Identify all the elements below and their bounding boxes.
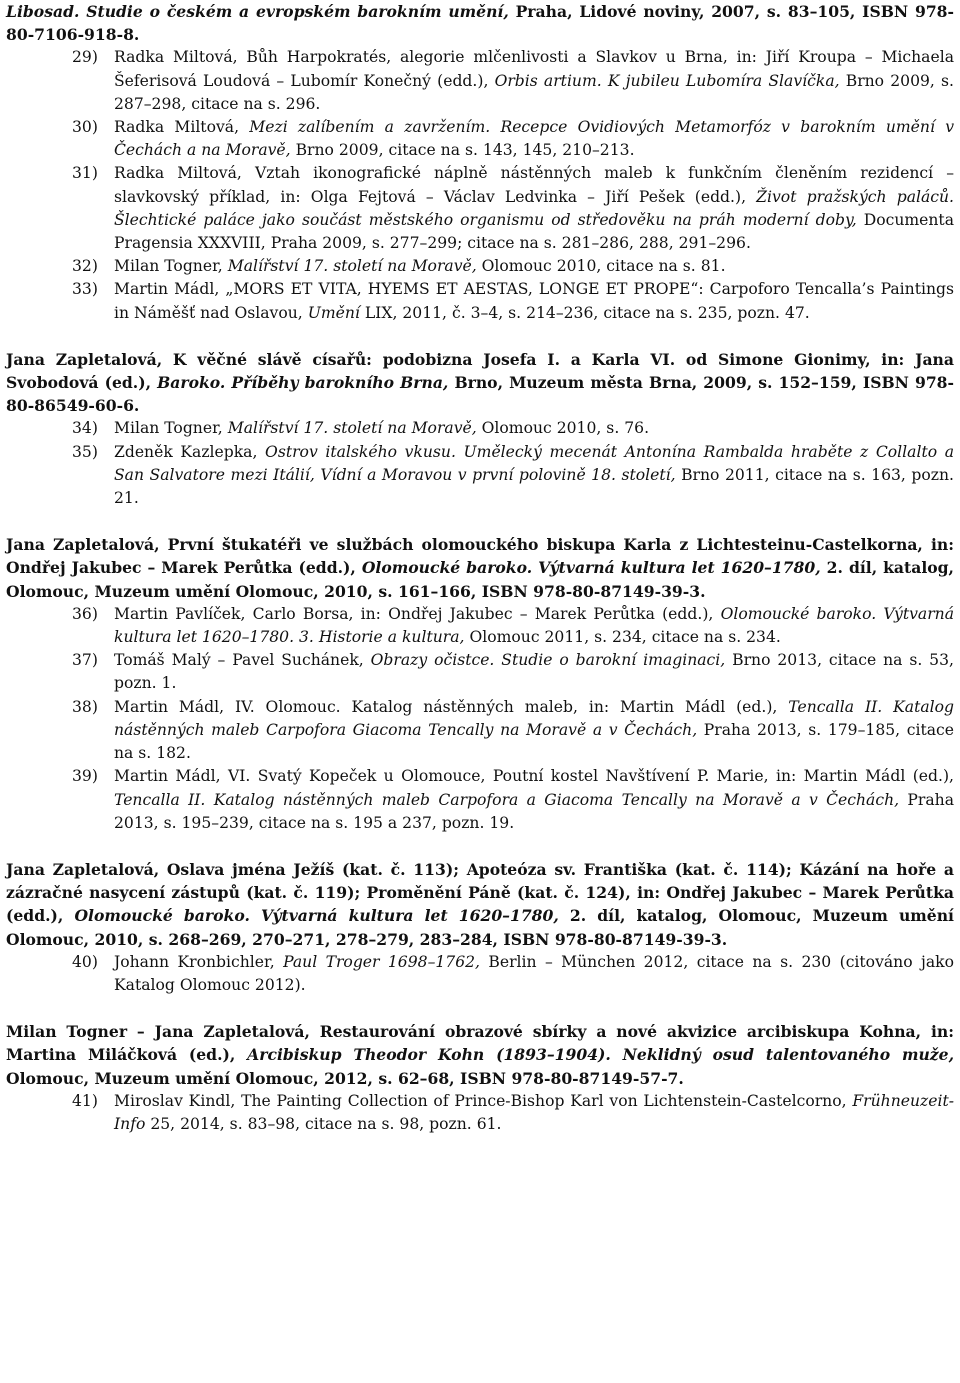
citation-number: 34): [72, 419, 98, 438]
continued-header-text: Praha, Lidové noviny, 2007, s. 83–105, ISBN 978-80-7106-918-8.: [6, 2, 954, 45]
citation-text-part: Miroslav Kindl, The Painting Collection of Prince-Bishop Karl von Lichtenstein-Castelcorno,: [114, 1091, 853, 1110]
citation-title-italic: Malířství 17. století na Moravě,: [227, 419, 477, 438]
citation-title-italic: Frühneuzeit-Info: [114, 1091, 954, 1133]
citation-text: [114, 603, 954, 649]
publication-header-italic: Olomoucké baroko. Výtvarná kultura let 1620–1780,: [74, 906, 559, 926]
citation-text-part: Praha 2013, s. 195–239, citace na s. 195 a 237, pozn. 19.: [114, 790, 954, 832]
citation-text-part: Milan Togner,: [114, 257, 228, 276]
citation-number: 35): [72, 442, 98, 461]
citation-text-part: Praha 2013, s. 179–185, citace na s. 182.: [114, 720, 954, 763]
publication-header: [6, 1020, 954, 1090]
citation-text-part: LIX, 2011, č. 3–4, s. 214–236, citace na s. 235, pozn. 47.: [359, 303, 810, 322]
citation-number: 30): [72, 118, 98, 137]
citation-item: [72, 603, 954, 649]
citation-title-italic: Ostrov italského vkusu. Umělecký mecenát Antonína Rambalda hraběte z Collalto a San Salvatore mezi Itálií, Vídní a Moravou v první polovině 18. století,: [114, 442, 954, 484]
citation-item: [72, 1090, 954, 1136]
continued-header: [6, 0, 954, 46]
citation-text-part: Brno 2013, citace na s. 53, pozn. 1.: [114, 651, 954, 693]
citation-item: [72, 162, 954, 255]
citation-text-part: Radka Miltová, Bůh Harpokratés, alegorie mlčenlivosti a Slavkov u Brna, in: Jiří Kroupa – Michaela Šeferisová Loudová – Lubomír Konečný (edd.),: [114, 48, 954, 90]
citation-number: 32): [72, 257, 98, 276]
citation-text: [114, 46, 954, 116]
citation-item: [72, 765, 954, 835]
citation-text-part: Olomouc 2011, s. 234, citace na s. 234.: [464, 628, 781, 647]
citation-text-part: Martin Pavlíček, Carlo Borsa, in: Ondřej Jakubec – Marek Perůtka (edd.),: [114, 604, 721, 623]
citation-item: [72, 278, 954, 324]
citation-text: [114, 417, 954, 440]
citation-item: [72, 417, 954, 440]
citation-text-part: Brno 2009, citace na s. 143, 145, 210–213.: [290, 141, 635, 160]
citation-text-part: Brno 2011, citace na s. 163, pozn. 21.: [114, 465, 954, 508]
publication-header: [6, 348, 954, 418]
citation-title-italic: Umění: [307, 303, 360, 322]
citation-text-part: Olomouc 2010, citace na s. 81.: [476, 257, 726, 276]
citation-item: [72, 441, 954, 511]
citation-text: [114, 1090, 954, 1136]
publication-header-text: Jana Zapletalová, První štukatéři ve službách olomouckého biskupa Karla z Lichtesteinu-Castelkorna, in: Ondřej Jakubec – Marek Perůtka (edd.),: [6, 535, 954, 578]
citation-number: 40): [72, 952, 98, 971]
citation-number: 41): [72, 1091, 98, 1110]
citation-group: [6, 1020, 954, 1136]
citation-number: 33): [72, 280, 98, 299]
citation-item: [72, 255, 954, 278]
citation-text-part: Olomouc 2010, s. 76.: [476, 419, 650, 438]
citation-title-italic: Paul Troger 1698–1762,: [283, 952, 481, 971]
publication-header-text: 2. díl, katalog, Olomouc, Muzeum umění Olomouc, 2010, s. 268–269, 270–271, 278–279, 283–284, ISBN 978-80-87149-39-3.: [6, 906, 954, 949]
section-gap: [6, 997, 954, 1020]
citation-title-italic: Tencalla II. Katalog nástěnných maleb Carpofora a Giacoma Tencally na Moravě a v Čechách,: [114, 790, 900, 809]
citation-group: [6, 348, 954, 510]
citation-number: 31): [72, 164, 98, 183]
publication-header-italic: Arcibiskup Theodor Kohn (1893–1904). Neklidný osud talentovaného muže,: [247, 1045, 954, 1065]
publication-header-text: Brno, Muzeum města Brna, 2009, s. 152–159, ISBN 978-80-86549-60-6.: [6, 373, 954, 416]
citation-number: 37): [72, 651, 98, 670]
citation-title-italic: Malířství 17. století na Moravě,: [227, 257, 477, 276]
citation-text: [114, 696, 954, 766]
citation-title-italic: Život pražských paláců. Šlechtické paláce jako součást městského organismu od středověku na práh moderní doby,: [114, 187, 955, 229]
citation-title-italic: Tencalla II. Katalog nástěnných maleb Carpofora Giacoma Tencally na Moravě a v Čechách,: [114, 697, 954, 739]
citation-group: [6, 46, 954, 324]
citation-group: [6, 858, 954, 997]
citation-text: [114, 255, 954, 278]
citation-group: [6, 533, 954, 835]
citation-text-part: Martin Mádl, VI. Svatý Kopeček u Olomouce, Poutní kostel Navštívení P. Marie, in: Martin Mádl (ed.),: [114, 767, 954, 786]
citation-number: 36): [72, 604, 98, 623]
citation-text: [114, 765, 954, 835]
citation-title-italic: Mezi zalíbením a zavržením. Recepce Ovidiových Metamorfóz v barokním umění v Čechách a na Moravě,: [114, 118, 954, 160]
section-gap: [6, 325, 954, 348]
citation-text-part: Milan Togner,: [114, 419, 228, 438]
citation-text-part: Brno 2009, s. 287–298, citace na s. 296.: [114, 71, 954, 113]
publication-header: [6, 533, 954, 603]
citation-item: [72, 951, 954, 997]
citation-text-part: Documenta Pragensia XXXVIII, Praha 2009, s. 277–299; citace na s. 281–286, 288, 291–296.: [114, 210, 954, 253]
publication-header-text: Jana Zapletalová, Oslava jména Ježíš (kat. č. 113); Apoteóza sv. Františka (kat. č. 114); Kázání na hoře a zázračné nasycení zástupů (kat. č. 119); Proměnění Páně (kat. č. 124), in: Ondřej Jakubec – Marek Perůtka (edd.),: [6, 859, 954, 926]
citation-text-part: Martin Mádl, IV. Olomouc. Katalog nástěnných maleb, in: Martin Mádl (ed.),: [114, 697, 789, 716]
citation-text-part: Martin Mádl, „MORS ET VITA, HYEMS ET AESTAS, LONGE ET PROPE“: Carpoforo Tencalla’s Paintings in Náměšť nad Oslavou,: [114, 280, 954, 322]
citation-item: [72, 46, 954, 116]
publication-header-italic: Baroko. Příběhy barokního Brna,: [157, 373, 449, 393]
citation-text-part: Johann Kronbichler,: [114, 952, 284, 971]
citation-title-italic: Olomoucké baroko. Výtvarná kultura let 1620–1780. 3. Historie a kultura,: [114, 604, 954, 647]
publication-header-italic: Olomoucké baroko. Výtvarná kultura let 1620–1780,: [361, 558, 821, 578]
citation-title-italic: Obrazy očistce. Studie o barokní imaginaci,: [370, 651, 726, 670]
citation-text: [114, 162, 954, 255]
citation-number: 29): [72, 48, 98, 67]
citation-text-part: Berlin – München 2012, citace na s. 230 (citováno jako Katalog Olomouc 2012).: [114, 952, 954, 994]
citation-text: [114, 278, 954, 324]
publication-header: [6, 858, 954, 951]
publication-header-text: Olomouc, Muzeum umění Olomouc, 2012, s. 62–68, ISBN 978-80-87149-57-7.: [6, 1068, 684, 1088]
continued-header-italic: Libosad. Studie o českém a evropském barokním umění,: [6, 2, 509, 21]
citation-title-italic: Orbis artium. K jubileu Lubomíra Slavíčka,: [494, 71, 840, 90]
citation-text: [114, 649, 954, 695]
citation-text: [114, 951, 954, 997]
citation-text-part: Tomáš Malý – Pavel Suchánek,: [114, 651, 371, 670]
citation-number: 39): [72, 767, 98, 786]
section-gap: [6, 510, 954, 533]
citation-text-part: Zdeněk Kazlepka,: [114, 442, 266, 461]
citation-item: [72, 649, 954, 695]
citation-text: [114, 441, 954, 511]
citation-text-part: Radka Miltová, Vztah ikonografické náplně nástěnných maleb k funkčním členěním rezidencí – slavkovský příklad, in: Olga Fejtová – Václav Ledvinka – Jiří Pešek (edd.),: [114, 164, 954, 206]
citation-text-part: 25, 2014, s. 83–98, citace na s. 98, pozn. 61.: [145, 1114, 502, 1133]
citation-item: [72, 696, 954, 766]
citation-text-part: Radka Miltová,: [114, 118, 250, 137]
citation-item: [72, 116, 954, 162]
section-gap: [6, 835, 954, 858]
citation-number: 38): [72, 697, 98, 716]
publication-header-text: 2. díl, katalog, Olomouc, Muzeum umění Olomouc, 2010, s. 161–166, ISBN 978-80-87149-39-3.: [6, 558, 954, 601]
publication-header-text: Jana Zapletalová, K věčné slávě císařů: podobizna Josefa I. a Karla VI. od Simone Gionimy, in: Jana Svobodová (ed.),: [6, 349, 954, 393]
citation-text: [114, 116, 954, 162]
publication-header-text: Milan Togner – Jana Zapletalová, Restaurování obrazové sbírky a nové akvizice arcibiskupa Kohna, in: Martina Miláčková (ed.),: [6, 1022, 954, 1065]
